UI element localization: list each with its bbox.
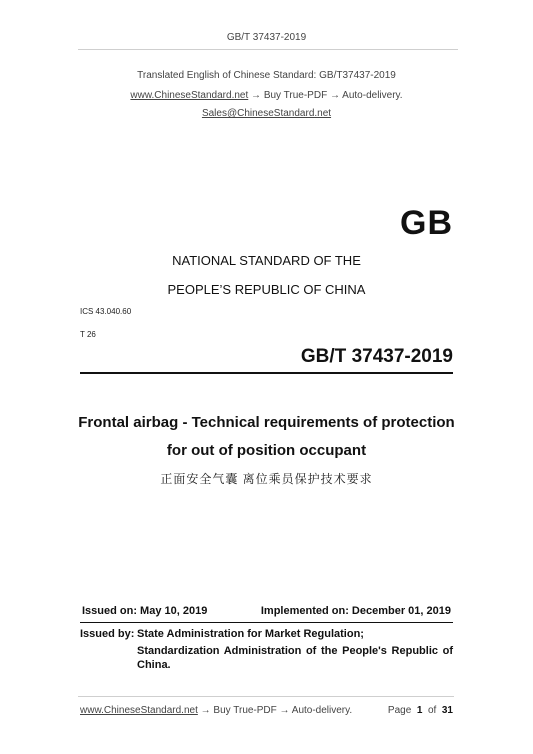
issuer-2: Standardization Administration of the People's Republic of China. xyxy=(137,645,453,671)
title-cn: 正面安全气囊 离位乘员保护技术要求 xyxy=(160,472,373,486)
page-total: 31 xyxy=(441,705,453,716)
footer-divider xyxy=(78,696,454,697)
issuer-1: State Administration for Market Regulation; xyxy=(137,628,364,640)
email-link[interactable]: Sales@ChineseStandard.net xyxy=(201,108,332,119)
implemented-on: Implemented on: December 01, 2019 xyxy=(260,605,451,617)
national-standard-line1: NATIONAL STANDARD OF THE xyxy=(172,253,361,268)
gb-mark: GB xyxy=(400,204,453,242)
page-indicator xyxy=(388,705,453,716)
title-en-line2: for out of position occupant xyxy=(166,442,367,459)
ics-code: ICS 43.040.60 xyxy=(80,307,132,316)
t-code: T 26 xyxy=(80,330,96,339)
footer-buy-text: → Buy True-PDF → Auto-delivery. xyxy=(197,705,353,716)
email-line xyxy=(0,108,533,119)
footer-buy-line xyxy=(80,705,352,716)
standard-number: GB/T 37437-2019 xyxy=(300,346,453,367)
title-en-line1: Frontal airbag - Technical requirements of protection xyxy=(78,414,455,431)
buy-line xyxy=(0,90,533,101)
page-number: 1 xyxy=(416,705,423,716)
page-label: Page xyxy=(387,705,412,716)
header-doc-id: GB/T 37437-2019 xyxy=(226,32,307,43)
site-link[interactable]: www.ChineseStandard.net xyxy=(130,90,249,101)
page-of: of xyxy=(427,705,437,716)
dates-rule xyxy=(80,622,453,623)
buy-text: → Buy True-PDF → Auto-delivery. xyxy=(248,90,403,101)
translation-notice: Translated English of Chinese Standard: GB/T37437-2019 xyxy=(137,70,396,81)
national-standard-line2: PEOPLE’S REPUBLIC OF CHINA xyxy=(167,282,366,297)
header-divider xyxy=(78,49,458,50)
issued-on: Issued on: May 10, 2019 xyxy=(82,605,208,617)
footer-site-link[interactable]: www.ChineseStandard.net xyxy=(80,705,198,716)
issued-by-label: Issued by: xyxy=(80,628,135,640)
standard-number-rule xyxy=(80,372,453,374)
